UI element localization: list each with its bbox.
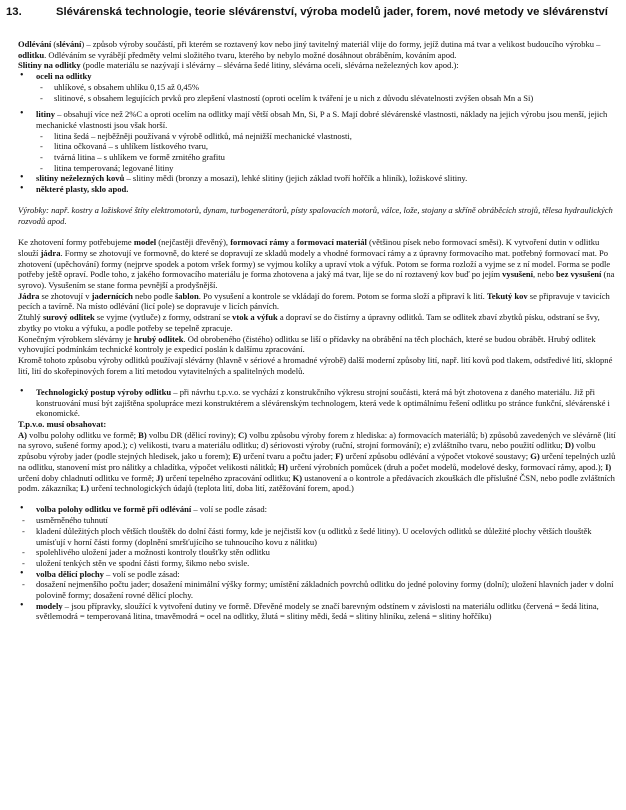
term: Technologický postup výroby odlitku bbox=[36, 386, 172, 397]
text: (většinou písek nebo formovací směsi). K vytvoření dutin v odlitku slouží bbox=[18, 237, 600, 258]
tpvo-item-text: volbu DR (dělicí roviny); bbox=[146, 429, 239, 440]
term: hrubý odlitek bbox=[133, 333, 184, 344]
term: modely bbox=[36, 600, 63, 611]
tpvo-item-text: volbu způsobu výroby jader (podle stejných hledisek, jako u forem); bbox=[18, 440, 596, 462]
sub-list-item: - dosažení nejmenšího počtu jader; dosažení minimální výšky formy; umístění základních povrchů odlitku do jedné poloviny formy (dolní); uložení hlavních jader v dolní polovině formy; dosažení rovné dělicí plochy. bbox=[18, 579, 618, 600]
text: a dopraví se do čistírny a úpravny odlitků. Tam se odlitek zbaví zbytků písku, odstraní se švy, zbytky po vtoku a výfuku, a podle potřeby se tepelně zpracuje. bbox=[18, 312, 600, 333]
text: (nejčastěji dřevěný), bbox=[156, 237, 231, 248]
term: formovací rámy bbox=[230, 237, 289, 248]
tpvo-marker: G) bbox=[530, 451, 540, 462]
term: Tekutý kov bbox=[486, 290, 528, 301]
tpvo-item-text: určení tvaru a počtu jader; bbox=[241, 451, 336, 462]
list-item-technologicky-postup bbox=[18, 387, 618, 419]
tpvo-item-text: určení způsobu odlévání a výpočet vtokové soustavy; bbox=[343, 451, 531, 462]
sub-list-item: - litina očkovaná – s uhlíkem lístkového tvaru, bbox=[18, 141, 618, 152]
list-item-modely bbox=[18, 601, 618, 622]
text: – volí se podle zásad: bbox=[103, 568, 180, 579]
sub-list-item: - usměrněného tuhnutí bbox=[18, 515, 618, 526]
term: Jádra bbox=[18, 290, 40, 301]
term: jádra bbox=[40, 247, 61, 258]
text: . Formy se zhotovují ve formovně, do které se dopravují ze skladů modely a vhodné formovací rámy a z úpravny formovacího mat. potřebný formovací mat. Po zhotovení (upěchování) formy (nejprve spodek a potom vršek formy) se vyjmou kolíky a upraví vtok a výfuk. Potom se forma rozloží a vyjme se z ní model. Forma se podle potřeby ještě opraví. Podle toho, z jakého formovacího materiálu je forma zhotovena a jaký má tvar, lije se do ní roztavený kov buď po jejím bbox=[18, 247, 611, 280]
tpvo-marker: K) bbox=[292, 472, 303, 483]
term: bez vysušení bbox=[556, 269, 602, 280]
text: Ztuhlý bbox=[18, 312, 43, 323]
term: surový odlitek bbox=[42, 312, 95, 323]
term: Odlévání bbox=[18, 39, 52, 49]
tpvo-item-text: určení doby chladnutí odlitku ve formě; bbox=[18, 472, 157, 483]
tpvo-marker: H) bbox=[278, 461, 288, 472]
document-body bbox=[18, 39, 618, 622]
tpvo-marker: A) bbox=[18, 429, 28, 440]
text: . Odléváním se vyrábějí předměty velmi složitého tvaru, kterého by nebylo možné dosáhnout obráběním, kováním apod. bbox=[44, 49, 457, 60]
term: volba dělicí plochy bbox=[36, 568, 104, 579]
term: jadernících bbox=[91, 290, 133, 301]
paragraph-formy bbox=[18, 237, 618, 291]
term: formovací materiál bbox=[296, 237, 367, 248]
term: Slitiny na odlitky bbox=[18, 60, 81, 71]
paragraph-surovy-odlitek bbox=[18, 312, 618, 333]
tpvo-marker: B) bbox=[138, 429, 147, 440]
tpvo-marker: E) bbox=[232, 451, 242, 462]
sub-list-item: - kladení důležitých ploch větších tlouštěk do dolní části formy, kde je nejčistší kov (u odlitků z šedé litiny). U ocelových odlitků se důležité plochy větších tlouštěk umísťují v horní části formy (doplnění smršťujícího se tuhnoucího kovu z nálitku) bbox=[18, 526, 618, 547]
tpvo-item-text: určení tepelného zpracování odlitku; bbox=[163, 472, 293, 483]
list-item bbox=[18, 173, 618, 184]
text: – volí se podle zásad: bbox=[191, 504, 268, 515]
sub-list-item: - slitinové, s obsahem legujících prvků pro zlepšení vlastností (oproti ocelím k tváření je u nich z důvodu slévatelnosti zvýšen obsah Mn a Si) bbox=[18, 93, 618, 104]
text: – jsou přípravky, sloužící k vytvoření dutiny ve formě. Dřevěné modely se značí barevným odstínem v závislosti na materiálu odlitku (červená = šedá litina, světlemodrá = temperovaná litina, tmavěmodrá = ocel na odlitky, žlutá = slitiny mědi, šedá = slitiny hliníku, zelená = slitiny hořčíku) bbox=[36, 600, 599, 622]
section-heading bbox=[6, 5, 618, 19]
sub-list-item: - uložení tenkých stěn ve spodní části formy, šikmo nebo svisle. bbox=[18, 558, 618, 569]
tpvo-marker: J) bbox=[156, 472, 164, 483]
text: ) – způsob výroby součástí, při kterém se roztavený kov nebo jiný tavitelný materiál vlije do formy, jejíž dutina má tvar a velikost budoucího výrobku – bbox=[81, 39, 601, 49]
sub-list-item: - litina temperovaná; legované litiny bbox=[18, 163, 618, 174]
text: , nebo bbox=[533, 269, 557, 280]
text: – obsahují více než 2%C a oproti ocelím na odlitky mají větší obsah Mn, Si, P a S. Mají dobré slévárenské vlastnosti, náklady na jejich výrobu jsou menší, jejich mechanické vlastnosti jsou však horší. bbox=[36, 109, 608, 130]
term: vtok a výfuk bbox=[232, 312, 278, 323]
term: slitiny neželezných kovů bbox=[36, 173, 125, 184]
term: litiny bbox=[36, 109, 55, 120]
text: nebo podle bbox=[132, 290, 175, 301]
paragraph-zpusoby-liti: Kromě tohoto způsobu výroby odlitků používají slévárny (hlavně v sériové a hromadné výrobě) další moderní způsoby lití, např. lití kovů pod tlakem, odstředivé lití, sklopné lití, lití do skořepinových forem a lití metodou vytavitelných a spalitelných modelů. bbox=[18, 354, 613, 376]
text: se zhotovují v bbox=[39, 290, 92, 301]
paragraph-odlevani bbox=[18, 39, 618, 60]
text: a bbox=[288, 237, 297, 248]
sub-list-item: - litina šedá – nejběžněji používaná v výrobě odlitků, má nejnižší mechanické vlastnosti, bbox=[18, 131, 618, 142]
text: . Od obrobeného (čistého) odlitku se liší o přídavky na obrábění na těch plochách, které se budou obrábět. Hrubý odlitek vyhovující podmínkám technické kontroly je expedicí poslán k dalšímu zpracování. bbox=[18, 333, 596, 355]
term: model bbox=[133, 237, 157, 248]
paragraph-vyrobky: Výrobky: např. kostry a ložiskové štíty elektromotorů, dynam, turbogenerátorů, písty spalovacích motorů, válce, lože, stojany a skříně obráběcích strojů, tělesa hydraulických rozvodů apod. bbox=[18, 205, 613, 227]
list-item bbox=[18, 71, 618, 82]
tpvo-marker: D) bbox=[564, 440, 574, 451]
text: – při návrhu t.p.v.o. se vychází z konstrukčního výkresu strojní součásti, která má být zhotovena z daného materiálu. Již při konstruování musí být zajištěna spolupráce mezi konstruktérem a slévárenským technologem, která vede k optimálnímu řešení odlitku po stránce funkční, slévárenské i ekonomické. bbox=[36, 386, 610, 419]
paragraph-jadra bbox=[18, 291, 618, 312]
tpvo-item-text: určení technologických údajů (teplota lití, doba lití, zatěžování forem, apod.) bbox=[88, 483, 354, 494]
tpvo-heading bbox=[18, 419, 618, 430]
paragraph-hruby-odlitek bbox=[18, 334, 618, 355]
term: vysušení bbox=[502, 269, 534, 280]
list-item-delici-plocha bbox=[18, 569, 618, 580]
text: se připravuje v tavicích pecích a tavírně. Na místo odlévání (licí pole) se dopravuje v licích pánvích. bbox=[18, 290, 610, 312]
text: (na syrovo). Vysušením se stane forma pevnější a prodyšnější. bbox=[18, 269, 615, 291]
term: volba polohy odlitku ve formě při odlévání bbox=[36, 504, 192, 515]
tpvo-item-text: určení tepelných uzlů na odlitku, stanovení míst pro nálitky a chladítka, výpočet velikosti nálitků; bbox=[18, 451, 616, 472]
tpvo-item-text: určení výrobních pomůcek (druh a počet modelů, modelové desky, formovací rámy, apod.); bbox=[287, 461, 606, 472]
text: . Po vysušení a kontrole se vkládají do forem. Potom se forma složí a připraví k lití. bbox=[198, 290, 487, 301]
text: Konečným výrobkem slévárny je bbox=[18, 333, 134, 344]
section-number: 13. bbox=[6, 6, 22, 18]
sub-list-item: - uhlíkové, s obsahem uhlíku 0,15 až 0,45% bbox=[18, 82, 618, 93]
list-item-volba-polohy bbox=[18, 504, 618, 515]
term: některé plasty, sklo apod. bbox=[36, 184, 129, 195]
text: se vyjme (vytluče) z formy, odstraní se bbox=[94, 312, 233, 323]
text: – slitiny mědi (bronzy a mosazi), lehké slitiny (jejich základ tvoří hořčík a hliník), ložiskové slitiny. bbox=[124, 173, 468, 184]
section-title: Slévárenská technologie, teorie slévárenství, výroba modelů jader, forem, nové metody ve slévárenství bbox=[56, 6, 608, 18]
term: oceli na odlitky bbox=[36, 71, 92, 82]
text: (podle materiálu se nazývají i slévárny – slévárna šedé litiny, slévárna oceli, slévárna neželezných kov apod.): bbox=[80, 60, 459, 71]
paragraph-slitiny bbox=[18, 60, 618, 71]
tpvo-marker: L) bbox=[80, 483, 89, 494]
text: Ke zhotovení formy potřebujeme bbox=[18, 237, 134, 248]
term: šablon bbox=[174, 290, 199, 301]
tpvo-marker: C) bbox=[238, 429, 248, 440]
sub-list-item: - spolehlivého uložení jader a možnosti kontroly tloušťky stěn odlitku bbox=[18, 547, 618, 558]
tpvo-contents bbox=[18, 430, 618, 494]
tpvo-item-text: ustanovení a o kontrole a předávacích zkouškách dle příslušné ČSN, nebo podle zvláštních podm. zákazníka; bbox=[18, 472, 615, 494]
text: ( bbox=[51, 39, 57, 49]
tpvo-item-text: volbu způsobu výroby forem z hlediska: a) formovacích materiálů; b) způsobů zavedených ve slévárně (lití na syrovo, sušené formy apod.); c) velikosti, tvaru a materiálu odlitku; d) sériovosti výroby (ruční, strojní formování); e) zvláštního tvaru, nebo použití odlitku; bbox=[18, 429, 616, 451]
tpvo-marker: F) bbox=[335, 451, 344, 462]
list-item bbox=[18, 184, 618, 195]
sub-list-item: - tvárná litina – s uhlíkem ve formě zrnitého grafitu bbox=[18, 152, 618, 163]
tpvo-item-text: volbu polohy odlitku ve formě; bbox=[27, 429, 139, 440]
tpvo-marker: I) bbox=[605, 461, 612, 472]
term: slévání bbox=[56, 39, 82, 49]
list-item bbox=[18, 109, 618, 130]
term: T.p.v.o. musí obsahovat: bbox=[18, 419, 107, 429]
term: odlitku bbox=[18, 49, 45, 60]
